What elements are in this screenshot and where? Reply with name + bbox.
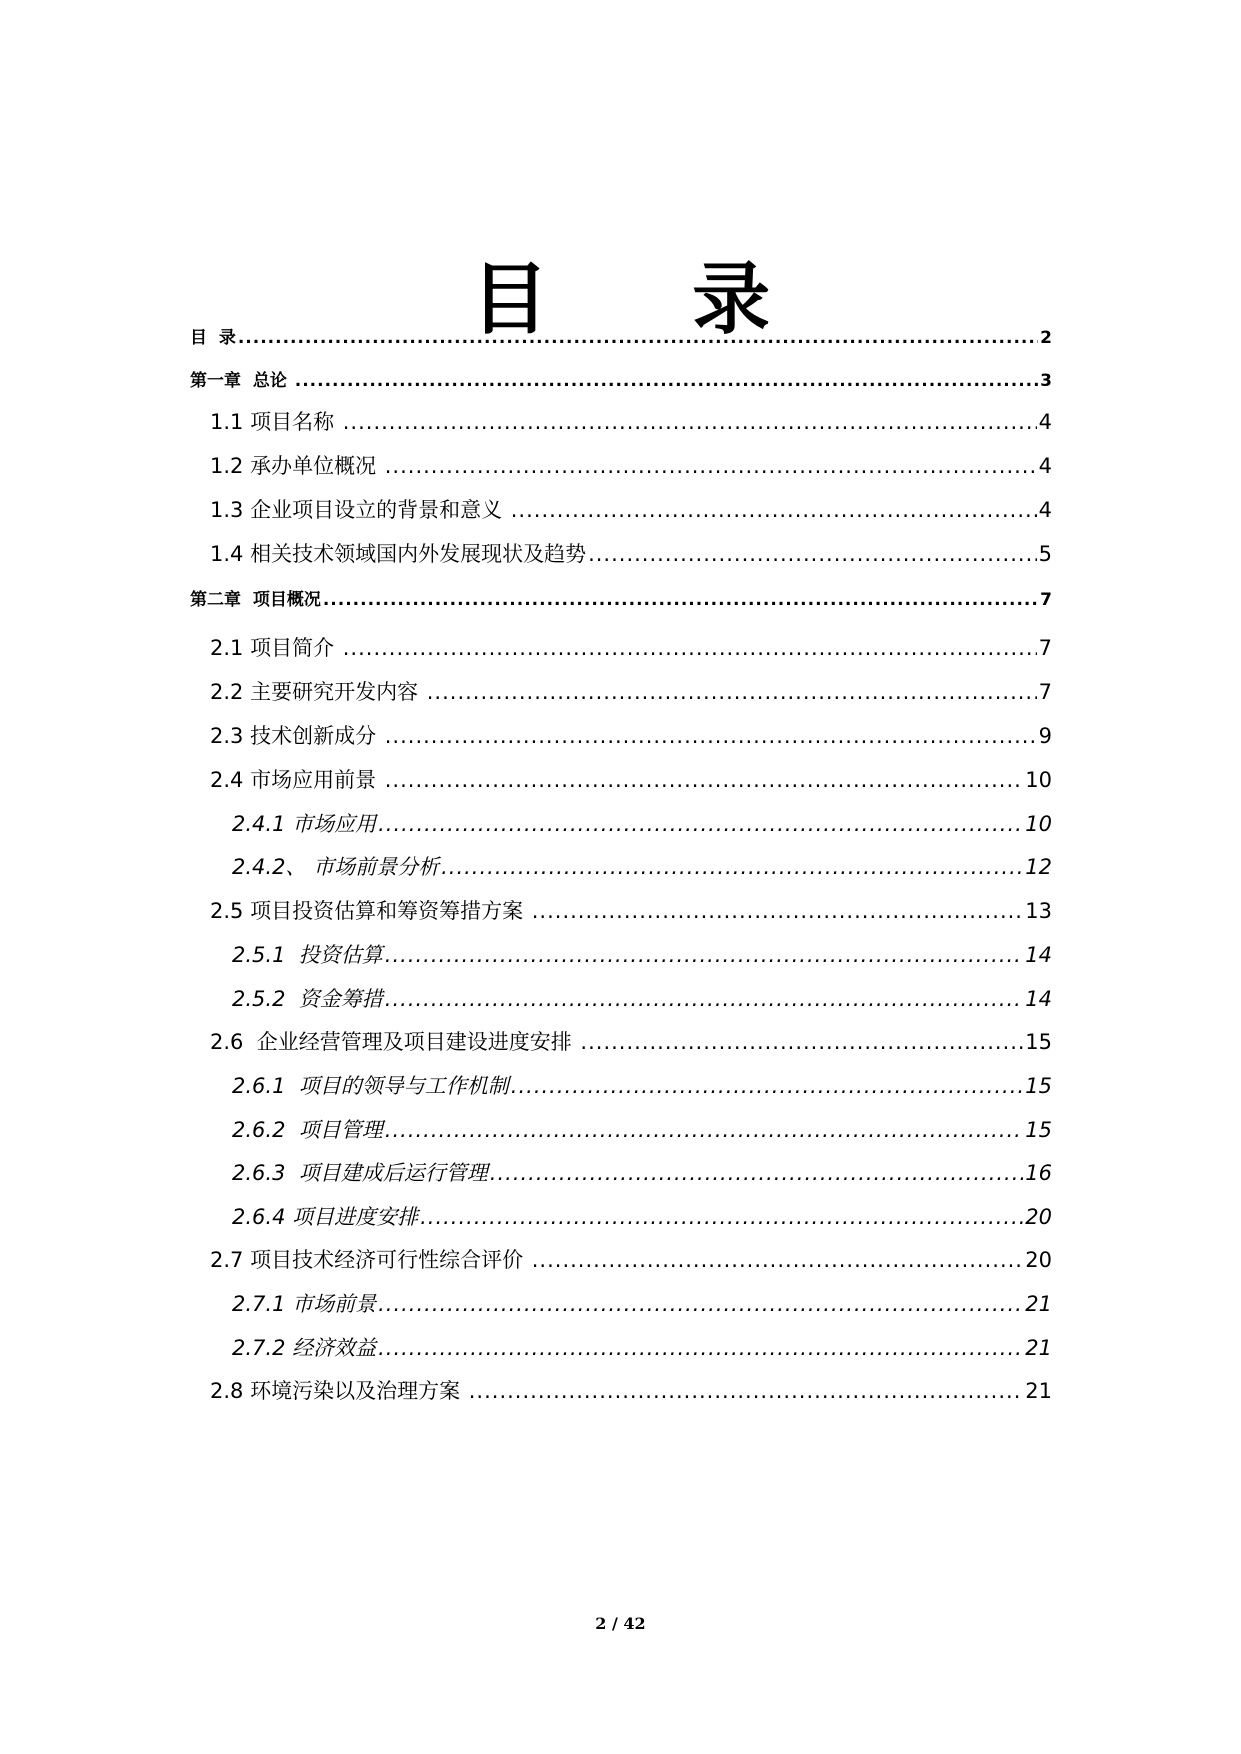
toc-entry[interactable]: [190, 323, 1052, 353]
toc-entry[interactable]: [210, 896, 1052, 926]
toc-entry-label: 2.6.2 项目管理: [232, 1118, 383, 1142]
toc-entry-label: 2.1 项目简介: [210, 636, 341, 660]
toc-dot-leader: [378, 1289, 1023, 1319]
toc-entry-label: 2.7.1 市场前景: [232, 1292, 377, 1316]
toc-dot-leader: [588, 539, 1037, 569]
toc-entry[interactable]: [232, 1071, 1052, 1101]
toc-entry-label: 2.5.1 投资估算: [232, 943, 383, 967]
toc-entry[interactable]: [210, 407, 1052, 437]
toc-entry-page: 7: [1040, 590, 1052, 610]
toc-entry-page: 21: [1025, 1336, 1052, 1360]
toc-dot-leader: [580, 1027, 1023, 1057]
toc-dot-leader: [469, 1376, 1024, 1406]
toc-entry-page: 4: [1038, 410, 1052, 434]
toc-entry-page: 20: [1025, 1248, 1052, 1272]
toc-entry[interactable]: [232, 1333, 1052, 1363]
toc-entry-label: 2.8 环境污染以及治理方案: [210, 1379, 467, 1403]
toc-entry-label: 2.4.1 市场应用: [232, 812, 377, 836]
toc-entry-page: 13: [1025, 899, 1052, 923]
toc-entry[interactable]: [232, 1202, 1052, 1232]
toc-entry-label: 2.3 技术创新成分: [210, 724, 383, 748]
toc-entry-label: 2.6 企业经营管理及项目建设进度安排: [210, 1030, 579, 1054]
toc-entry-page: 7: [1038, 636, 1052, 660]
toc-entry-page: 2: [1040, 328, 1052, 348]
toc-entry-label: 2.5 项目投资估算和筹资筹措方案: [210, 899, 530, 923]
toc-entry-page: 14: [1025, 987, 1052, 1011]
toc-entry[interactable]: [210, 1376, 1052, 1406]
toc-entry-label: 2.7.2 经济效益: [232, 1336, 377, 1360]
toc-entry-page: 10: [1025, 768, 1052, 792]
toc-entry[interactable]: [210, 633, 1052, 663]
toc-entry-label: 1.3 企业项目设立的背景和意义: [210, 498, 509, 522]
toc-entry[interactable]: [210, 677, 1052, 707]
toc-entry[interactable]: [232, 940, 1052, 970]
toc-dot-leader: [532, 1245, 1024, 1275]
toc-entry[interactable]: [190, 366, 1052, 396]
toc-entry-label: 1.4 相关技术领域国内外发展现状及趋势: [210, 542, 587, 566]
toc-dot-leader: [385, 940, 1023, 970]
toc-entry-label: 2.4.2、 市场前景分析: [232, 855, 440, 879]
toc-entry-page: 16: [1025, 1161, 1052, 1185]
toc-entry[interactable]: [232, 1115, 1052, 1145]
toc-entry[interactable]: [232, 1158, 1052, 1188]
toc-entry[interactable]: [232, 852, 1052, 882]
toc-entry-page: 21: [1025, 1292, 1052, 1316]
toc-entry-page: 4: [1038, 454, 1052, 478]
toc-dot-leader: [420, 1202, 1023, 1232]
toc-entry-label: 2.4 市场应用前景: [210, 768, 383, 792]
toc-entry-label: 1.1 项目名称: [210, 410, 341, 434]
toc-dot-leader: [238, 323, 1038, 353]
toc-entry-page: 9: [1038, 724, 1052, 748]
toc-entry-page: 15: [1025, 1118, 1052, 1142]
toc-dot-leader: [378, 1333, 1023, 1363]
toc-entry-label: 2.7 项目技术经济可行性综合评价: [210, 1248, 530, 1272]
toc-entry-page: 7: [1038, 680, 1052, 704]
toc-dot-leader: [511, 1071, 1023, 1101]
toc-dot-leader: [427, 677, 1037, 707]
toc-dot-leader: [490, 1158, 1023, 1188]
page-number: 2 / 42: [595, 1614, 646, 1633]
toc-dot-leader: [378, 809, 1023, 839]
toc-entry-label: 2.2 主要研究开发内容: [210, 680, 425, 704]
toc-entry-page: 10: [1025, 812, 1052, 836]
toc-dot-leader: [385, 721, 1037, 751]
toc-entry-page: 20: [1025, 1205, 1052, 1229]
toc-dot-leader: [343, 633, 1037, 663]
toc-dot-leader: [323, 585, 1038, 615]
toc-dot-leader: [385, 765, 1024, 795]
toc-dot-leader: [385, 451, 1037, 481]
toc-dot-leader: [532, 896, 1024, 926]
toc-dot-leader: [511, 495, 1037, 525]
toc-dot-leader: [385, 984, 1023, 1014]
toc-entry-label: 2.6.3 项目建成后运行管理: [232, 1161, 488, 1185]
toc-entry[interactable]: [210, 721, 1052, 751]
toc-entry[interactable]: [210, 451, 1052, 481]
toc-entry-page: 15: [1025, 1074, 1052, 1098]
toc-entry-page: 5: [1038, 542, 1052, 566]
toc-entry-page: 15: [1025, 1030, 1052, 1054]
toc-entry-page: 12: [1025, 855, 1052, 879]
toc-entry[interactable]: [232, 809, 1052, 839]
toc-entry-page: 3: [1040, 371, 1052, 391]
toc-entry[interactable]: [210, 495, 1052, 525]
page-title: 目 录: [470, 254, 829, 345]
toc-entry-label: 2.5.2 资金筹措: [232, 987, 383, 1011]
toc-dot-leader: [385, 1115, 1023, 1145]
toc-dot-leader: [441, 852, 1023, 882]
toc-entry-label: 第一章 总论: [190, 371, 293, 391]
toc-entry-page: 4: [1038, 498, 1052, 522]
toc-entry[interactable]: [210, 765, 1052, 795]
toc-entry-label: 目 录: [190, 328, 236, 348]
toc-entry[interactable]: [210, 1027, 1052, 1057]
toc-entry[interactable]: [232, 984, 1052, 1014]
toc-entry-page: 21: [1025, 1379, 1052, 1403]
toc-dot-leader: [343, 407, 1037, 437]
toc-entry-label: 第二章 项目概况: [190, 590, 321, 610]
toc-entry[interactable]: [232, 1289, 1052, 1319]
toc-entry[interactable]: [210, 539, 1052, 569]
toc-dot-leader: [295, 366, 1038, 396]
toc-entry[interactable]: [190, 585, 1052, 615]
toc-entry[interactable]: [210, 1245, 1052, 1275]
toc-entry-label: 1.2 承办单位概况: [210, 454, 383, 478]
toc-entry-label: 2.6.4 项目进度安排: [232, 1205, 419, 1229]
toc-entry-page: 14: [1025, 943, 1052, 967]
toc-entry-label: 2.6.1 项目的领导与工作机制: [232, 1074, 509, 1098]
